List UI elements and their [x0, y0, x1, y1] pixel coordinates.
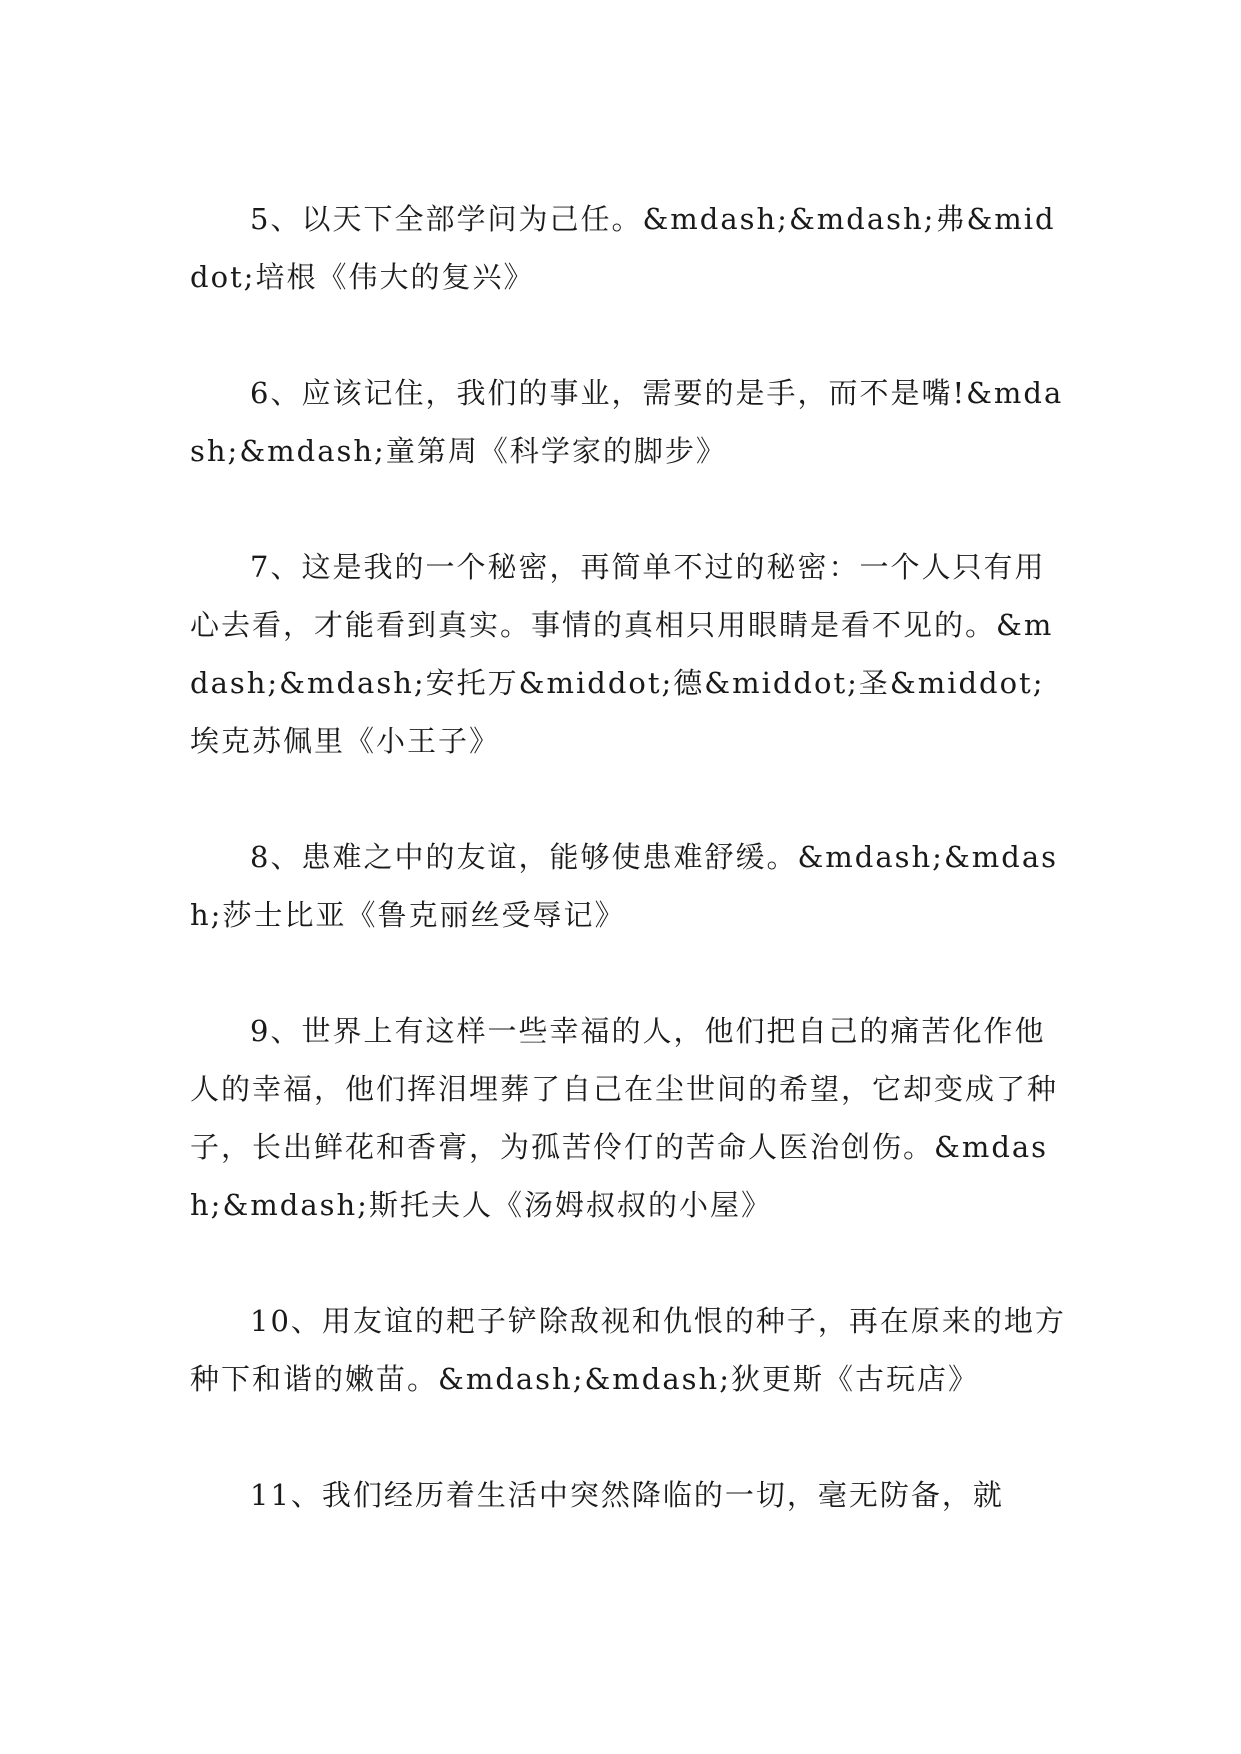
quote-paragraph-10: 10、用友谊的耙子铲除敌视和仇恨的种子，再在原来的地方种下和谐的嫩苗。&mdash;&mdash;狄更斯《古玩店》	[190, 1304, 1066, 1396]
quote-paragraph-9: 9、世界上有这样一些幸福的人，他们把自己的痛苦化作他人的幸福，他们挥泪埋葬了自己在尘世间的希望，它却变成了种子，长出鲜花和香膏，为孤苦伶仃的苦命人医治创伤。&mdash;&mdash;斯托夫人《汤姆叔叔的小屋》	[190, 1014, 1059, 1222]
quote-paragraph-6: 6、应该记住，我们的事业，需要的是手，而不是嘴!&mdash;&mdash;童第周《科学家的脚步》	[190, 376, 1064, 468]
quote-paragraph-11: 11、我们经历着生活中突然降临的一切，毫无防备，就	[250, 1478, 1004, 1512]
quote-paragraph-8: 8、患难之中的友谊，能够使患难舒缓。&mdash;&mdash;莎士比亚《鲁克丽丝受辱记》	[190, 840, 1058, 932]
document-body	[190, 190, 1070, 1582]
quote-paragraph-5: 5、以天下全部学问为己任。&mdash;&mdash;弗&middot;培根《伟大的复兴》	[190, 202, 1056, 294]
quote-paragraph-7: 7、这是我的一个秘密，再简单不过的秘密：一个人只有用心去看，才能看到真实。事情的真相只用眼睛是看不见的。&mdash;&mdash;安托万&middot;德&middot;圣&middot;埃克苏佩里《小王子》	[190, 550, 1054, 758]
